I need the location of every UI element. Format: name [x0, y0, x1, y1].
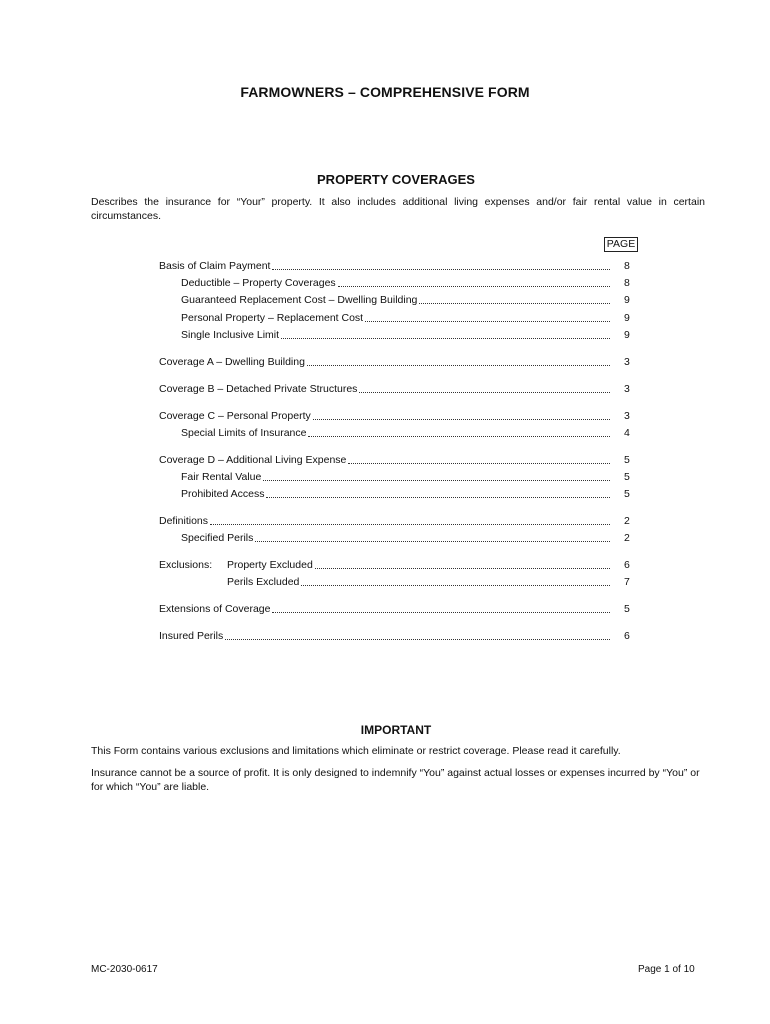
- toc-entry-label: [181, 426, 306, 440]
- toc-entry-text: Perils Excluded: [227, 576, 300, 588]
- toc-entry: [159, 453, 612, 467]
- toc-entry-label: [181, 276, 336, 290]
- toc-entry-label: [181, 487, 264, 501]
- page-number: Page 1 of 10: [638, 964, 695, 975]
- toc-entry-text: Coverage D – Additional Living Expense: [159, 454, 347, 466]
- toc-leader-dots: [313, 409, 610, 420]
- toc-leader-dots: [359, 382, 610, 393]
- toc-entry-label: [181, 293, 417, 307]
- toc-leader-dots: [272, 259, 610, 270]
- toc-entry-page: 5: [624, 603, 630, 615]
- toc-entry-text: Deductible – Property Coverages: [181, 277, 336, 289]
- toc-entry-text: Single Inclusive Limit: [181, 329, 280, 341]
- toc-entry: [181, 531, 612, 545]
- section-title: PROPERTY COVERAGES: [317, 172, 475, 187]
- toc-entry-text: Definitions: [159, 515, 209, 527]
- toc-entry-label: [181, 531, 253, 545]
- toc-entry-page: 9: [624, 329, 630, 341]
- toc-entry-page: 9: [624, 294, 630, 306]
- toc-leader-dots: [307, 355, 610, 366]
- toc-entry: [159, 409, 612, 423]
- toc-entry-label: [159, 629, 223, 643]
- toc-entry-label: [181, 311, 363, 325]
- toc-entry: [159, 558, 612, 572]
- toc-entry-text: Basis of Claim Payment: [159, 260, 271, 272]
- toc-entry: [181, 426, 612, 440]
- toc-entry-label: [159, 409, 311, 423]
- toc-entry-page: 5: [624, 454, 630, 466]
- toc-entry: [159, 382, 612, 396]
- toc-leader-dots: [308, 426, 610, 437]
- toc-entry-label: [159, 558, 313, 572]
- toc-leader-dots: [272, 602, 610, 613]
- toc-entry-page: 8: [624, 260, 630, 272]
- toc-entry-text: Property Excluded: [227, 559, 313, 571]
- toc-entry-page: 2: [624, 515, 630, 527]
- toc-entry: [227, 575, 612, 589]
- page-column-label: PAGE: [604, 237, 638, 252]
- toc-entry: [159, 602, 612, 616]
- toc-entry-text: Specified Perils: [181, 532, 254, 544]
- toc-entry-text: Coverage B – Detached Private Structures: [159, 383, 358, 395]
- toc-entry: [181, 470, 612, 484]
- toc-leader-dots: [255, 531, 610, 542]
- toc-entry-text: Coverage C – Personal Property: [159, 410, 311, 422]
- form-code: MC-2030-0617: [91, 964, 158, 975]
- toc-entry-label: [227, 575, 299, 589]
- important-heading: IMPORTANT: [360, 723, 432, 737]
- toc-entry-text: Insured Perils: [159, 630, 224, 642]
- toc-entry-page: 7: [624, 576, 630, 588]
- toc-entry: [159, 514, 612, 528]
- intro-paragraph: Describes the insurance for “Your” property. It also includes additional living expenses and/or fair rental value in certain circumstances.: [91, 196, 705, 222]
- toc-entry: [181, 311, 612, 325]
- toc-entry-page: 3: [624, 383, 630, 395]
- toc-entry-text: Fair Rental Value: [181, 471, 262, 483]
- toc-entry: [159, 355, 612, 369]
- toc-leader-dots: [281, 328, 610, 339]
- toc-entry-page: 5: [624, 471, 630, 483]
- toc-entry-text: Guaranteed Replacement Cost – Dwelling Building: [181, 294, 418, 306]
- toc-entry-text: Prohibited Access: [181, 488, 265, 500]
- toc-entry: [159, 259, 612, 273]
- toc-leader-dots: [266, 487, 610, 498]
- toc-entry-page: 3: [624, 356, 630, 368]
- toc-entry-page: 4: [624, 427, 630, 439]
- toc-leader-dots: [315, 558, 610, 569]
- toc-leader-dots: [210, 514, 610, 525]
- important-paragraph-2: Insurance cannot be a source of profit. It is only designed to indemnify “You” against actual losses or expenses incurred by “You” or for which “You” are liable.: [91, 767, 700, 793]
- toc-entry-label: [159, 259, 270, 273]
- toc-entry-label: [159, 514, 208, 528]
- toc-entry: [181, 328, 612, 342]
- toc-entry-page: 6: [624, 630, 630, 642]
- toc-entry: [159, 629, 612, 643]
- toc-entry-page: 6: [624, 559, 630, 571]
- toc-leader-dots: [225, 629, 610, 640]
- toc-entry-label: [159, 355, 305, 369]
- toc-leader-dots: [301, 575, 610, 586]
- toc-entry-text: Extensions of Coverage: [159, 603, 271, 615]
- toc-leader-dots: [263, 470, 610, 481]
- toc-leader-dots: [338, 276, 610, 287]
- toc-entry-page: 8: [624, 277, 630, 289]
- toc-leader-dots: [365, 311, 610, 322]
- toc-entry: [181, 487, 612, 501]
- toc-entry-label: [181, 328, 279, 342]
- toc-entry-page: 9: [624, 312, 630, 324]
- toc-entry-page: 5: [624, 488, 630, 500]
- important-paragraph-1: This Form contains various exclusions and limitations which eliminate or restrict coverage. Please read it carefully.: [91, 745, 621, 757]
- toc-entry-page: 3: [624, 410, 630, 422]
- toc-entry-text: Coverage A – Dwelling Building: [159, 356, 305, 368]
- toc-entry-label: [159, 453, 346, 467]
- toc-entry: [181, 293, 612, 307]
- toc-leader-dots: [348, 453, 610, 464]
- document-title: FARMOWNERS – COMPREHENSIVE FORM: [240, 84, 530, 100]
- toc-entry-label: [159, 602, 270, 616]
- toc-entry-prefix: Exclusions:: [159, 559, 213, 571]
- toc-entry-page: 2: [624, 532, 630, 544]
- toc-leader-dots: [419, 293, 610, 304]
- toc-entry-label: [159, 382, 357, 396]
- toc-entry-label: [181, 470, 261, 484]
- toc-entry-text: Personal Property – Replacement Cost: [181, 312, 364, 324]
- toc-entry-text: Special Limits of Insurance: [181, 427, 307, 439]
- toc-entry: [181, 276, 612, 290]
